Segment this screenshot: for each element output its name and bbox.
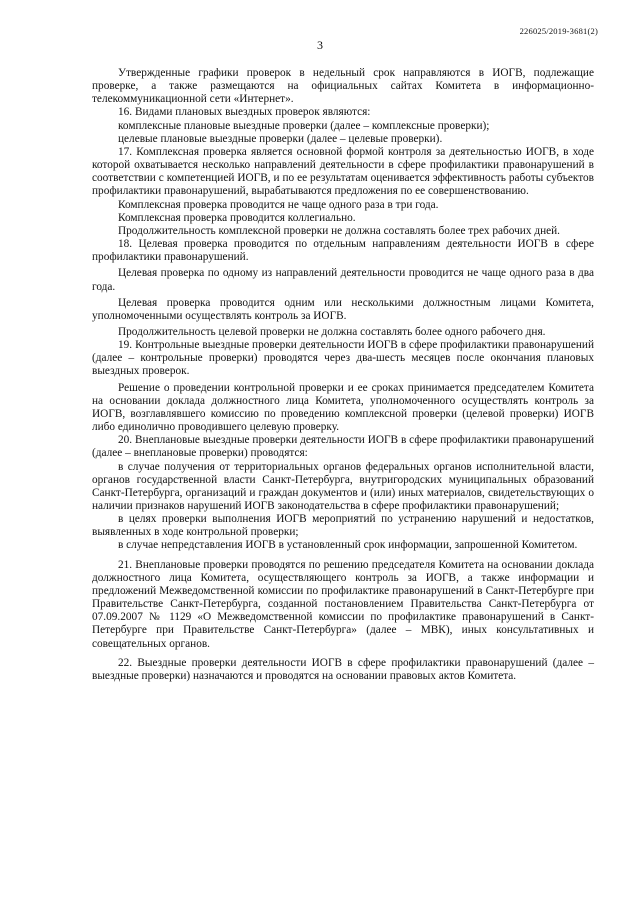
paragraph-16-item-targeted: целевые плановые выездные проверки (далее – целевые проверки). bbox=[118, 132, 443, 145]
paragraph-20-item-nonsubmission: в случае непредставления ИОГВ в установленный срок информации, запрошенной Комитетом. bbox=[118, 539, 578, 552]
paragraph-18: 18. Целевая проверка проводится по отдельным направлениям деятельности ИОГВ в сфере профилактики правонарушений. bbox=[92, 238, 594, 264]
paragraph-18-frequency: Целевая проверка по одному из направлений деятельности проводится не чаще одного раза в два года. bbox=[92, 267, 594, 293]
paragraph-17-collegial: Комплексная проверка проводится коллегиально. bbox=[118, 211, 356, 224]
paragraph-18-officials: Целевая проверка проводится одним или несколькими должностным лицами Комитета, уполномоченными осуществлять контроль за ИОГВ. bbox=[92, 296, 594, 322]
document-number: 226025/2019-3681(2) bbox=[519, 26, 598, 36]
paragraph-schedules: Утвержденные графики проверок в недельный срок направляются в ИОГВ, подлежащие проверке, а также размещаются на официальных сайтах Комитета в информационно-телекоммуникационной сети «Интернет». bbox=[92, 67, 594, 106]
paragraph-16-item-complex: комплексные плановые выездные проверки (далее – комплексные проверки); bbox=[118, 119, 490, 132]
paragraph-19-decision: Решение о проведении контрольной проверки и ее сроках принимается председателем Комитета на основании доклада должностного лица Комитета, уполномоченного осуществлять контроль за ИОГВ, возглавлявшего комиссию по проведению комплексной проверки (целевой проверки) ИОГВ либо единолично проводившего целевую проверку. bbox=[92, 381, 594, 434]
paragraph-16: 16. Видами плановых выездных проверок являются: bbox=[118, 106, 371, 119]
paragraph-17-frequency: Комплексная проверка проводится не чаще одного раза в три года. bbox=[118, 198, 439, 211]
paragraph-22: 22. Выездные проверки деятельности ИОГВ в сфере профилактики правонарушений (далее – выездные проверки) назначаются и проводятся на основании правовых актов Комитета. bbox=[92, 656, 594, 682]
paragraph-21: 21. Внеплановые проверки проводятся по решению председателя Комитета на основании доклада должностного лица Комитета, осуществляющего контроль за ИОГВ, а также информации и предложений Межведомственной комиссии по профилактике правонарушений в Санкт-Петербурге при Правительстве Санкт-Петербурга, созданной постановлением Правительства Санкт-Петербурга от 07.09.2007 № 1129 «О Межведомственной комиссии по профилактике правонарушений в Санкт-Петербурге при Правительстве Санкт-Петербурга» (далее – МВК), иных консультативных и совещательных органов. bbox=[92, 558, 594, 650]
paragraph-20: 20. Внеплановые выездные проверки деятельности ИОГВ в сфере профилактики правонарушений (далее – внеплановые проверки) проводятся: bbox=[92, 434, 594, 460]
paragraph-20-item-verification: в целях проверки выполнения ИОГВ мероприятий по устранению нарушений и недостатков, выявленных в ходе контрольной проверки; bbox=[92, 513, 594, 539]
paragraph-20-item-documents: в случае получения от территориальных органов федеральных органов исполнительной власти, органов государственной власти Санкт-Петербурга, внутригородских муниципальных образований Санкт-Петербурга, организаций и граждан документов и (или) иных материалов, свидетельствующих о наличии признаков нарушений ИОГВ законодательства в сфере профилактики правонарушений; bbox=[92, 460, 594, 512]
paragraph-17-duration: Продолжительность комплексной проверки не должна составлять более трех рабочих дней. bbox=[118, 224, 560, 237]
document-body bbox=[92, 67, 594, 683]
paragraph-18-duration: Продолжительность целевой проверки не должна составлять более одного рабочего дня. bbox=[118, 325, 546, 338]
paragraph-19: 19. Контрольные выездные проверки деятельности ИОГВ в сфере профилактики правонарушений (далее – контрольные проверки) проводятся через два-шесть месяцев после окончания плановых выездных проверок. bbox=[92, 339, 594, 378]
page-number: 3 bbox=[317, 38, 323, 52]
paragraph-17: 17. Комплексная проверка является основной формой контроля за деятельностью ИОГВ, в ходе которой охватывается несколько направлений деятельности в сфере профилактики правонарушений в соответствии с компетенцией ИОГВ, и по ее результатам оценивается эффективность работы субъектов профилактики правонарушений, вырабатываются предложения по ее совершенствованию. bbox=[92, 145, 594, 198]
